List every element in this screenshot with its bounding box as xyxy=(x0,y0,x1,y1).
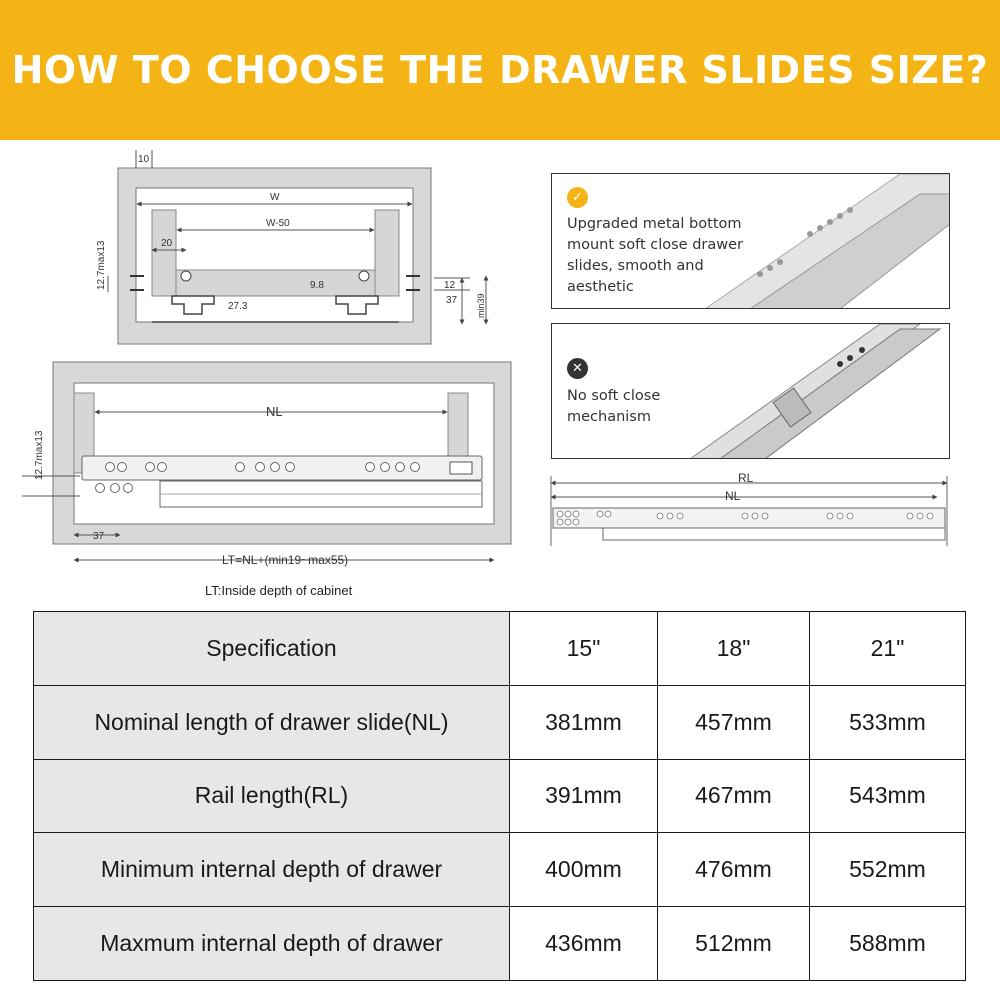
side-dim-37-label: 37 xyxy=(93,531,105,542)
cell-value: 533mm xyxy=(810,685,966,759)
header-spec: Specification xyxy=(34,612,510,686)
side-dim-lt-label: LT=NL+(min19~max55) xyxy=(222,553,349,567)
soft-close-slide-image xyxy=(690,174,950,309)
row-label: Maxmum internal depth of drawer xyxy=(34,907,510,981)
cell-value: 512mm xyxy=(658,907,810,981)
cell-value: 381mm xyxy=(510,685,658,759)
cross-icon: ✕ xyxy=(567,358,588,379)
ball-bearing-slide-image xyxy=(690,324,950,459)
dim-37-label: 37 xyxy=(446,295,458,306)
cell-value: 543mm xyxy=(810,759,966,833)
table-header-row xyxy=(34,612,966,686)
callout-line: slides, smooth and xyxy=(567,258,704,274)
table-row xyxy=(34,759,966,833)
row-label: Nominal length of drawer slide(NL) xyxy=(34,685,510,759)
table-row xyxy=(34,907,966,981)
callout-line: mount soft close drawer xyxy=(567,237,743,253)
page-title: HOW TO CHOOSE THE DRAWER SLIDES SIZE? xyxy=(11,48,989,92)
spec-table xyxy=(33,611,966,981)
cell-value: 391mm xyxy=(510,759,658,833)
dim-12-7-label: 12.7max13 xyxy=(96,240,107,290)
cell-value: 588mm xyxy=(810,907,966,981)
title-banner xyxy=(0,0,1000,140)
header-size: 18" xyxy=(658,612,810,686)
cell-value: 457mm xyxy=(658,685,810,759)
cell-value: 467mm xyxy=(658,759,810,833)
side-dim-12-7-label: 12.7max13 xyxy=(34,430,45,480)
table-row xyxy=(34,833,966,907)
dim-27-3-label: 27.3 xyxy=(228,301,248,312)
header-size: 15" xyxy=(510,612,658,686)
row-label: Minimum internal depth of drawer xyxy=(34,833,510,907)
callout-line: aesthetic xyxy=(567,279,634,295)
side-dim-nl-label: NL xyxy=(266,404,283,419)
dim-min39-label: min39 xyxy=(476,293,486,318)
callout-line: No soft close xyxy=(567,388,661,404)
dim-12-label: 12 xyxy=(444,280,456,291)
cell-value: 552mm xyxy=(810,833,966,907)
front-view-drawing xyxy=(96,150,486,344)
no-soft-close-callout xyxy=(551,323,950,459)
callout-line: Upgraded metal bottom xyxy=(567,216,742,232)
cell-value: 476mm xyxy=(658,833,810,907)
check-icon: ✓ xyxy=(567,187,588,208)
callout-line: mechanism xyxy=(567,409,651,425)
rail-dim-nl-label: NL xyxy=(725,489,741,503)
table-row xyxy=(34,685,966,759)
cell-value: 400mm xyxy=(510,833,658,907)
side-view-drawing xyxy=(22,362,511,567)
row-label: Rail length(RL) xyxy=(34,759,510,833)
cell-value: 436mm xyxy=(510,907,658,981)
dim-9-8-label: 9.8 xyxy=(310,280,324,291)
no-soft-close-description xyxy=(567,386,660,428)
dim-20-label: 20 xyxy=(161,238,173,249)
header-size: 21" xyxy=(810,612,966,686)
dim-w-label: W xyxy=(270,192,280,203)
dim-10-label: 10 xyxy=(138,154,150,165)
dim-w50-label: W-50 xyxy=(266,218,290,229)
soft-close-callout xyxy=(551,173,950,309)
lt-caption: LT:Inside depth of cabinet xyxy=(205,583,353,598)
rail-view-drawing xyxy=(551,471,947,546)
rail-dim-rl-label: RL xyxy=(738,471,754,485)
